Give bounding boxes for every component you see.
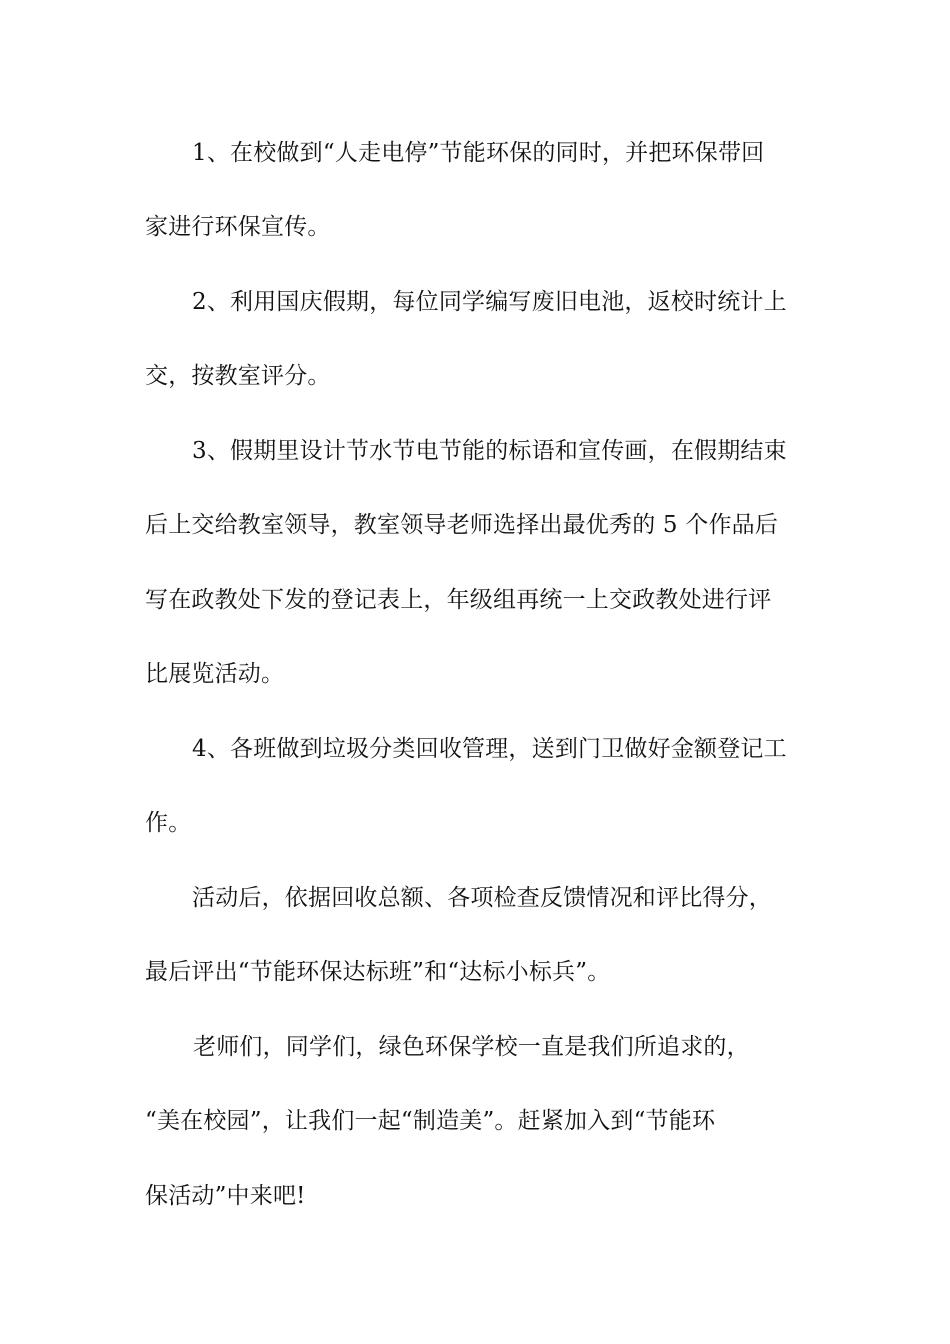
paragraph-4-line-2: 作。 bbox=[145, 810, 192, 836]
paragraph-3-line-4: 比展览活动。 bbox=[145, 661, 285, 687]
paragraph-2-line-1: 2、利用国庆假期，每位同学编写废旧电池，返校时统计上 bbox=[192, 289, 787, 315]
paragraph-5-line-1: 活动后，依据回收总额、各项检查反馈情况和评比得分， bbox=[192, 885, 772, 911]
paragraph-1-line-1: 1、在校做到“人走电停”节能环保的同时，并把环保带回 bbox=[192, 140, 765, 166]
paragraph-5-line-2: 最后评出“节能环保达标班”和“达标小标兵”。 bbox=[145, 959, 611, 985]
paragraph-6-line-3: 保活动”中来吧! bbox=[145, 1183, 306, 1209]
paragraph-4-line-1: 4、各班做到垃圾分类回收管理，送到门卫做好金额登记工 bbox=[192, 736, 787, 762]
paragraph-3-line-2: 后上交给教室领导，教室领导老师选择出最优秀的 5 个作品后 bbox=[145, 512, 779, 538]
paragraph-2-line-2: 交，按教室评分。 bbox=[145, 363, 331, 389]
paragraph-6-line-1: 老师们，同学们，绿色环保学校一直是我们所追求的， bbox=[193, 1034, 750, 1060]
paragraph-1-line-2: 家进行环保宣传。 bbox=[145, 214, 331, 240]
paragraph-6-line-2: “美在校园”，让我们一起“制造美”。赶紧加入到“节能环 bbox=[145, 1108, 716, 1134]
paragraph-3-line-3: 写在政教处下发的登记表上，年级组再统一上交政教处进行评 bbox=[145, 587, 772, 613]
paragraph-3-line-1: 3、假期里设计节水节电节能的标语和宣传画，在假期结束 bbox=[192, 438, 787, 464]
